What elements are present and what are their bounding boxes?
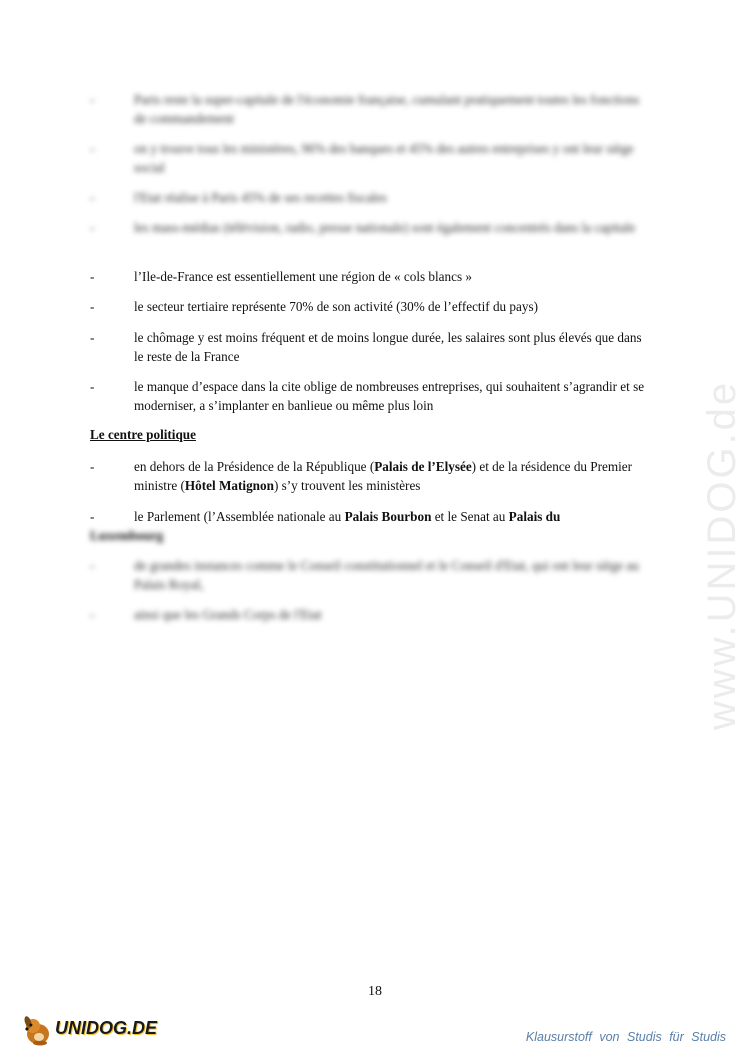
unidog-logo xyxy=(20,1012,158,1052)
bold-place-name: Hôtel Matignon xyxy=(184,478,274,493)
list-item xyxy=(90,328,650,366)
list-item xyxy=(90,457,650,495)
bullet-text: l'Etat réalise à Paris 45% de ses recettes fiscales xyxy=(134,190,387,205)
bullet-dash: - xyxy=(90,330,95,345)
bullet-dash: - xyxy=(90,459,95,474)
list-item xyxy=(90,267,650,286)
page-number: 18 xyxy=(368,984,382,999)
text-segment: ) et de la résidence du Premier ministre ( xyxy=(134,459,633,493)
dog-mascot-icon xyxy=(20,1012,56,1048)
list-item xyxy=(90,297,650,316)
list-item xyxy=(90,218,650,237)
bullet-text xyxy=(134,507,650,526)
list-item xyxy=(90,556,650,594)
bullet-dash: - xyxy=(90,299,95,314)
logo-text: UNIDOG.DE xyxy=(55,1018,158,1038)
bold-place-name: Palais de l’Elysée xyxy=(374,459,472,474)
bullet-dash: - xyxy=(90,92,95,107)
list-item xyxy=(90,188,650,207)
bullet-text: les mass-médias (télévision, radio, presse nationale) sont également concentrés dans la capitale xyxy=(134,220,636,235)
bullet-dash: - xyxy=(90,190,95,205)
bullet-text: le manque d’espace dans la cite oblige de nombreuses entreprises, qui souhaitent s’agrandir et se moderniser, a s’implanter en banlieue ou même plus loin xyxy=(134,379,645,413)
list-item xyxy=(90,377,650,415)
bullet-dash: - xyxy=(90,558,95,573)
bullet-dash: - xyxy=(90,220,95,235)
bullet-dash: - xyxy=(90,379,95,394)
bold-place-name: Palais Bourbon xyxy=(344,509,432,524)
watermark: www.UNIDOG.de xyxy=(700,379,744,730)
list-item xyxy=(90,507,650,526)
text-segment: et le Senat au xyxy=(431,509,509,524)
footer-tagline: Klausurstoff von Studis für Studis xyxy=(525,1030,726,1044)
bullet-dash: - xyxy=(90,269,95,284)
bullet-dash: - xyxy=(90,509,95,524)
bullet-text: de grandes instances comme le Conseil constitutionnel et le Conseil d'Etat, qui ont leur siège au Palais Royal, xyxy=(134,558,639,592)
bullet-text xyxy=(134,457,650,495)
bullet-text: ainsi que les Grands Corps de l'Etat xyxy=(134,607,322,622)
text-segment: le Parlement (l’Assemblée nationale au xyxy=(134,509,345,524)
bullet-continuation: Luxembourg xyxy=(90,528,164,543)
list-item xyxy=(90,139,650,177)
section-title: Le centre politique xyxy=(90,427,196,442)
list-item xyxy=(90,605,650,624)
bullet-text: le secteur tertiaire représente 70% de son activité (30% de l’effectif du pays) xyxy=(134,299,538,314)
list-item xyxy=(90,90,650,128)
bullet-text: Paris reste la super-capitale de l'économie française, cumulant pratiquement toutes les fonctions de commandement xyxy=(134,92,640,126)
bullet-dash: - xyxy=(90,141,95,156)
text-segment: ) s’y trouvent les ministères xyxy=(273,478,421,493)
bullet-dash: - xyxy=(90,607,95,622)
bullet-text: l’Ile-de-France est essentiellement une région de « cols blancs » xyxy=(134,269,472,284)
bullet-text: le chômage y est moins fréquent et de moins longue durée, les salaires sont plus élevés que dans le reste de la France xyxy=(134,330,642,364)
bullet-text: on y trouve tous les ministères, 96% des banques et 45% des autres entreprises y ont leur siège social xyxy=(134,141,634,175)
bold-place-name: Palais du xyxy=(508,509,561,524)
text-segment: en dehors de la Présidence de la République ( xyxy=(134,459,375,474)
